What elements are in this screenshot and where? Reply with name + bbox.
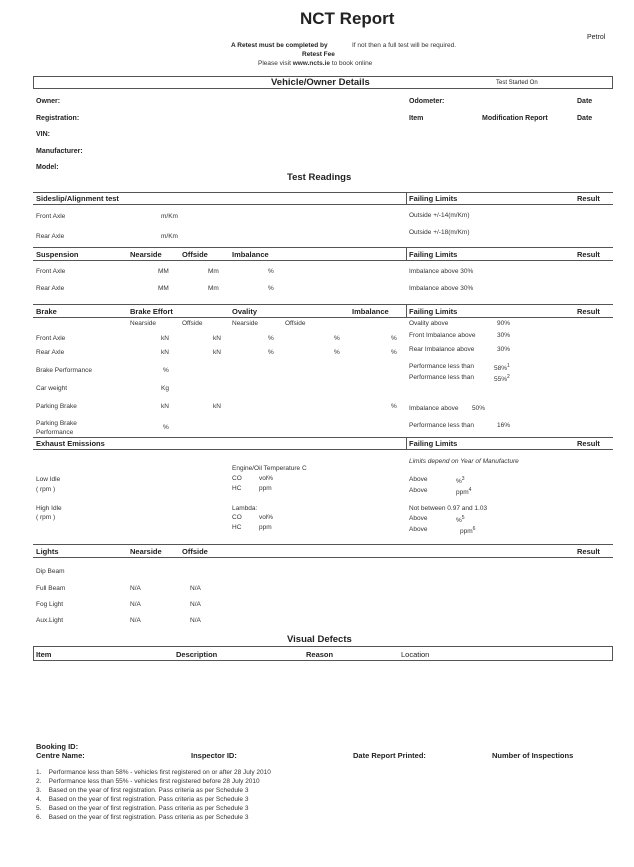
result-header: Result [577,194,600,203]
test-readings-heading: Test Readings [287,172,352,183]
failing-limits-header: Failing Limits [409,307,458,316]
high-idle-label: High Idle [36,505,62,512]
unit-label: % [391,335,397,342]
visual-description-header: Description [176,650,218,659]
divider [33,544,613,545]
unit-label: Mm [208,268,219,275]
full-beam-label: Full Beam [36,585,66,592]
parking-brake-label: Parking Brake [36,403,77,410]
visual-location-header: Location [401,650,430,659]
lambda-limit: Not between 0.97 and 1.03 [409,505,488,512]
inspector-id-label: Inspector ID: [191,751,237,760]
modification-report-label: Modification Report [482,115,548,122]
visual-reason-header: Reason [306,650,334,659]
exhaust-note: Limits depend on Year of Manufacture [409,458,519,465]
high-idle-co-limit: %$^5$ [456,515,465,525]
booking-id-label: Booking ID: [36,742,79,751]
vol-unit: vol% [259,475,274,482]
unit-label: % [268,268,274,275]
lambda-label: Lambda: [232,505,258,512]
unit-label: kN [161,349,169,356]
visit-line: Please visit www.ncts.ie to book online [258,60,373,67]
unit-label: kN [213,403,221,410]
registration-label: Registration: [36,115,80,122]
parking-imbalance-limit: Imbalance above [409,405,459,412]
sideslip-front-unit: m/Km [161,213,178,220]
aux-light-offside: N/A [190,617,201,624]
vol-unit: vol% [259,514,274,521]
suspension-imbalance-header: Imbalance [232,250,269,259]
co-label: CO [232,514,242,521]
unit-label: % [268,349,274,356]
co-label: CO [232,475,242,482]
brake-effort-header: Brake Effort [130,307,173,316]
retest-line: A Retest must be completed by [231,42,328,49]
unit-label: % [268,285,274,292]
divider [33,557,613,558]
odometer-label: Odometer: [409,98,445,105]
aux-light-label: Aux.Light [36,617,64,624]
fog-light-nearside: N/A [130,601,141,608]
ovality-header: Ovality [232,307,258,316]
parking-performance-limit: Performance less than [409,422,475,429]
unit-label: % [391,403,397,410]
manufacturer-label: Manufacturer: [36,148,83,155]
divider [406,192,407,204]
parking-imbalance-value: 50% [472,405,486,412]
brake-performance-label: Brake Performance [36,367,92,374]
date-printed-label: Date Report Printed: [353,751,426,760]
high-idle-rpm: ( rpm ) [36,514,56,521]
unit-label: kN [213,335,221,342]
suspension-front-limit: Imbalance above 30% [409,268,474,275]
parking-performance-value: 16% [497,422,511,429]
footnote: 4. Based on the year of first registration. Pass criteria as per Schedule 3 [36,796,249,803]
low-idle-label: Low Idle [36,476,61,483]
sideslip-heading: Sideslip/Alignment test [36,194,119,203]
vin-label: VIN: [36,131,50,138]
site-link[interactable]: www.ncts.ie [292,60,331,67]
divider [33,304,613,305]
divider [33,260,613,261]
ppm-unit: ppm [259,485,272,492]
parking-performance-label: Parking Brake Performance [36,420,77,436]
failing-limits-header: Failing Limits [409,194,458,203]
unit-label: % [334,349,340,356]
suspension-rear-limit: Imbalance above 30% [409,285,474,292]
high-idle-hc-limit: ppm$^6$ [460,526,476,536]
low-idle-co-above: Above [409,476,428,483]
visual-defects-heading: Visual Defects [287,634,352,645]
footnote: 2. Performance less than 55% - vehicles first registered before 28 July 2010 [36,778,260,785]
footnote: 6. Based on the year of first registration. Pass criteria as per Schedule 3 [36,814,249,821]
brake-offside-header: Offside [182,320,203,327]
unit-label: kN [161,403,169,410]
vehicle-heading: Vehicle/Owner Details [271,77,370,88]
brake-heading: Brake [36,307,57,316]
divider [33,449,613,450]
divider [406,247,407,260]
car-weight-label: Car weight [36,385,68,392]
performance-limit-2: Performance less than [409,374,475,381]
unit-label: % [268,335,274,342]
footnote: 5. Based on the year of first registration. Pass criteria as per Schedule 3 [36,805,249,812]
performance-limit-1-value: 58%$^1$ [494,363,510,373]
unit-label: MM [158,285,169,292]
suspension-heading: Suspension [36,250,79,259]
page-title: NCT Report [300,9,395,28]
result-header: Result [577,547,600,556]
unit-label: kN [161,335,169,342]
retest-fee: Retest Fee [302,51,335,58]
unit-label: % [163,424,169,431]
visual-item-header: Item [36,650,52,659]
failing-limits-header: Failing Limits [409,250,458,259]
centre-name-label: Centre Name: [36,751,85,760]
result-header: Result [577,439,600,448]
fog-light-label: Fog Light [36,601,64,608]
full-beam-nearside: N/A [130,585,141,592]
result-header: Result [577,307,600,316]
front-imbalance-value: 30% [497,332,511,339]
inspections-label: Number of Inspections [492,751,574,760]
divider [33,247,613,248]
result-header: Result [577,250,600,259]
hc-label: HC [232,485,242,492]
suspension-rear-label: Rear Axle [36,285,65,292]
aux-light-nearside: N/A [130,617,141,624]
ppm-unit: ppm [259,524,272,531]
divider [33,437,613,438]
unit-label: MM [158,268,169,275]
rear-imbalance-limit: Rear Imbalance above [409,346,475,353]
ovality-nearside-header: Nearside [232,320,259,327]
engine-temp-label: Engine/Oil Temperature C [232,465,307,472]
test-started-label: Test Started On [496,80,538,86]
sideslip-rear-unit: m/Km [161,233,178,240]
retest-note: If not then a full test will be required. [352,42,457,49]
lights-offside-header: Offside [182,547,208,556]
lights-nearside-header: Nearside [130,547,162,556]
footnote: 3. Based on the year of first registration. Pass criteria as per Schedule 3 [36,787,249,794]
sideslip-rear-label: Rear Axle [36,233,65,240]
rear-imbalance-value: 30% [497,346,511,353]
unit-label: % [334,335,340,342]
fog-light-offside: N/A [190,601,201,608]
full-beam-offside: N/A [190,585,201,592]
performance-limit-2-value: 55%$^2$ [494,374,510,384]
suspension-offside-header: Offside [182,250,208,259]
failing-limits-header: Failing Limits [409,439,458,448]
suspension-front-label: Front Axle [36,268,66,275]
divider [33,317,613,318]
sideslip-rear-limit: Outside +/-18(m/Km) [409,229,470,236]
mod-date-label: Date [577,115,593,122]
model-label: Model: [36,164,59,171]
brake-nearside-header: Nearside [130,320,157,327]
dip-beam-label: Dip Beam [36,568,65,575]
item-label: Item [409,115,424,122]
ovality-limit: Ovality above [409,320,449,327]
sideslip-front-label: Front Axle [36,213,66,220]
lights-heading: Lights [36,547,59,556]
owner-label: Owner: [36,98,61,105]
ovality-limit-value: 90% [497,320,511,327]
brake-front-label: Front Axle [36,335,66,342]
front-imbalance-limit: Front Imbalance above [409,332,476,339]
low-idle-co-limit: %$^3$ [456,476,465,486]
performance-limit-1: Performance less than [409,363,475,370]
unit-label: Mm [208,285,219,292]
brake-imbalance-header: Imbalance [352,307,389,316]
date-label: Date [577,98,593,105]
low-idle-hc-above: Above [409,487,428,494]
brake-rear-label: Rear Axle [36,349,65,356]
divider [33,204,613,205]
footnote: 1. Performance less than 58% - vehicles first registered on or after 28 July 2010 [36,769,271,776]
low-idle-rpm: ( rpm ) [36,486,56,493]
unit-label: kN [213,349,221,356]
unit-label: % [391,349,397,356]
exhaust-heading: Exhaust Emissions [36,439,105,448]
divider [33,192,613,193]
unit-label: Kg [161,385,169,392]
high-idle-co-above: Above [409,515,428,522]
unit-label: % [163,367,169,374]
sideslip-front-limit: Outside +/-14(m/Km) [409,212,470,219]
high-idle-hc-above: Above [409,526,428,533]
suspension-nearside-header: Nearside [130,250,162,259]
fuel-type: Petrol [587,34,606,41]
low-idle-hc-limit: ppm$^4$ [456,487,472,497]
hc-label: HC [232,524,242,531]
divider [406,437,407,449]
ovality-offside-header: Offside [285,320,306,327]
divider [406,304,407,317]
